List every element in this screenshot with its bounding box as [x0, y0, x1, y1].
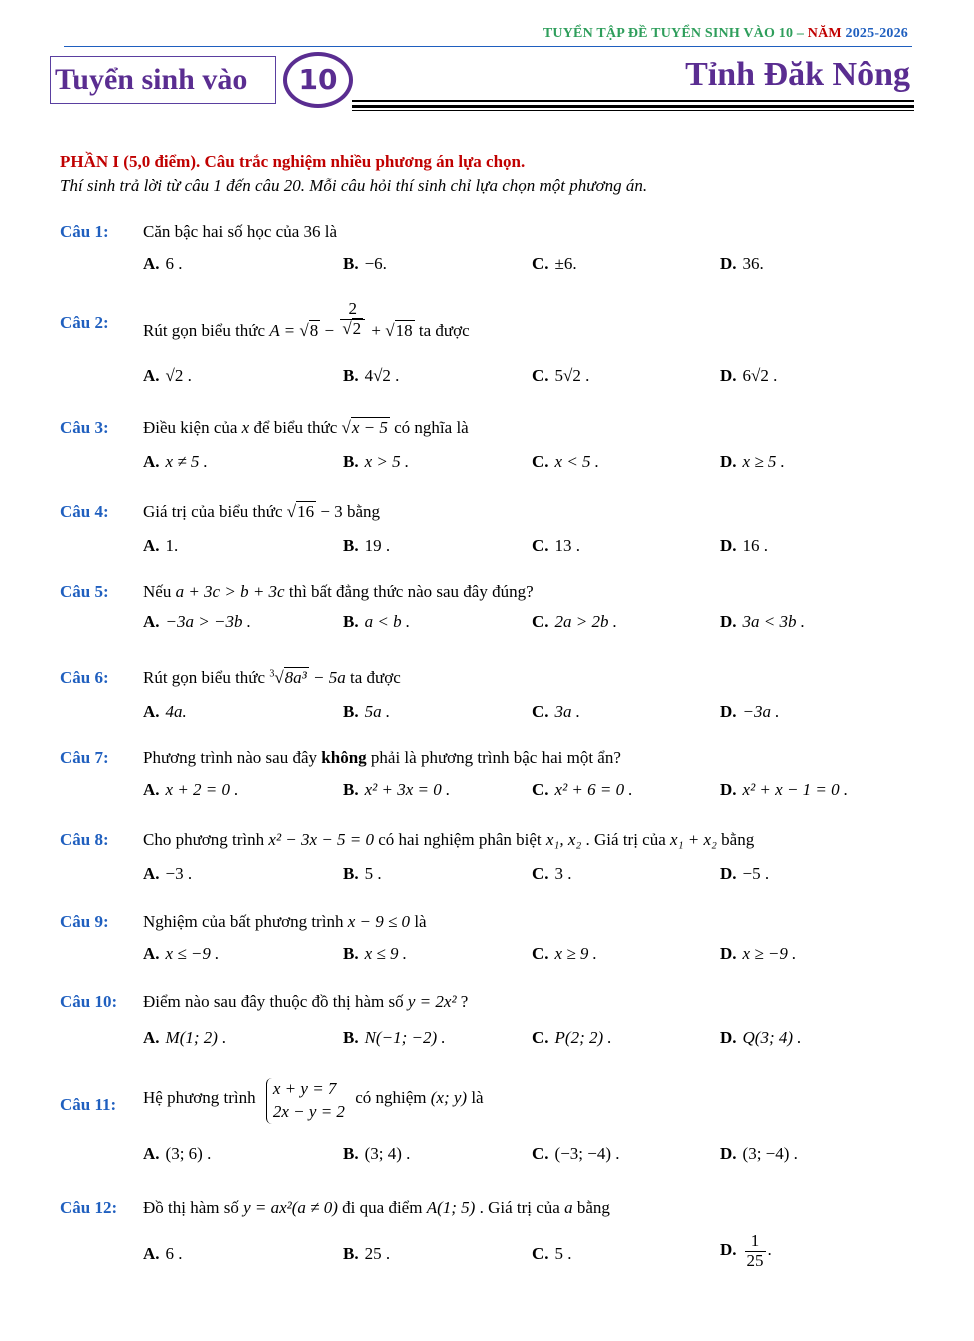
option-a[interactable] — [143, 702, 187, 722]
option-letter: D. — [720, 1144, 737, 1163]
option-d[interactable] — [720, 366, 777, 386]
header-divider — [64, 46, 912, 47]
option-letter: D. — [720, 702, 737, 721]
question-text — [143, 748, 621, 768]
option-letter: C. — [532, 780, 549, 799]
header-series — [543, 26, 908, 42]
option-b[interactable] — [343, 452, 409, 472]
question-text — [143, 582, 534, 602]
option-text: √2 . — [165, 366, 192, 385]
option-letter: B. — [343, 1144, 359, 1163]
option-text: x ≤ 9 . — [364, 944, 407, 963]
text-part: là — [410, 912, 427, 931]
option-text: (−3; −4) . — [554, 1144, 620, 1163]
option-b[interactable] — [343, 864, 382, 884]
question-label: Câu 3: — [60, 418, 109, 437]
expression: x₁, x₂ — [545, 830, 582, 849]
denominator: 2 — [352, 318, 362, 338]
dash: – — [793, 26, 808, 41]
text-part: Rút gọn biểu thức — [143, 321, 270, 341]
fraction: $\frac{2}{√2}$ — [340, 300, 365, 338]
option-a[interactable] — [143, 254, 183, 274]
option-text: 25 . — [364, 1244, 391, 1263]
option-b[interactable] — [343, 702, 390, 722]
option-b[interactable] — [343, 1028, 446, 1048]
radicand: 8a³ — [284, 668, 307, 687]
option-letter: D. — [720, 536, 737, 555]
option-text: x < 5 . — [554, 452, 600, 471]
text-part: bằng — [716, 830, 755, 849]
question-label: Câu 2: — [60, 313, 109, 332]
operator: − — [320, 321, 339, 341]
option-letter: C. — [532, 702, 549, 721]
radicand: 8 — [309, 321, 319, 341]
option-letter: C. — [532, 944, 549, 963]
option-letter: D. — [720, 366, 737, 385]
option-d[interactable] — [720, 612, 805, 632]
grade-badge: 10 — [283, 52, 353, 108]
expression: y = 2x² — [407, 992, 457, 1011]
option-letter: A. — [143, 1028, 160, 1047]
option-letter: B. — [343, 864, 359, 883]
question-label: Câu 8: — [60, 830, 109, 849]
question-label: Câu 6: — [60, 668, 109, 687]
year: 2025-2026 — [845, 26, 908, 41]
option-letter: C. — [532, 254, 549, 273]
fraction — [745, 1232, 766, 1270]
text-part: Cho phương trình — [143, 830, 269, 849]
option-text: 5a . — [364, 702, 391, 721]
option-a[interactable] — [143, 1244, 183, 1264]
option-letter: C. — [532, 612, 549, 631]
equation: x + y = 7 — [272, 1079, 337, 1098]
option-text: 3a < 3b . — [742, 612, 806, 631]
option-c[interactable] — [532, 702, 580, 722]
option-text: −3a . — [742, 702, 780, 721]
numerator: 2 — [340, 300, 365, 320]
option-text: −5 . — [742, 864, 770, 883]
option-letter: A. — [143, 612, 160, 631]
option-d[interactable] — [720, 254, 764, 274]
text-part: Đồ thị hàm số — [143, 1198, 244, 1217]
question-text — [143, 992, 468, 1012]
option-letter: B. — [343, 612, 359, 631]
option-a[interactable] — [143, 864, 192, 884]
variable: x — [241, 418, 250, 437]
variable: a — [564, 1198, 573, 1217]
question-label: Câu 4: — [60, 502, 109, 521]
option-text: (3; 6) . — [165, 1144, 212, 1163]
equation-system — [266, 1078, 345, 1124]
option-c[interactable] — [532, 612, 617, 632]
option-letter: A. — [143, 536, 160, 555]
option-text: Q(3; 4) . — [742, 1028, 802, 1047]
expression: x₁ + x₂ — [670, 830, 717, 849]
option-d[interactable] — [720, 864, 769, 884]
option-c[interactable] — [532, 536, 580, 556]
option-letter: C. — [532, 1028, 549, 1047]
option-letter: B. — [343, 452, 359, 471]
option-letter: B. — [343, 366, 359, 385]
text-part: − 3 — [316, 502, 343, 521]
question-text — [143, 1198, 610, 1218]
emphasis: không — [321, 748, 367, 767]
option-d[interactable] — [720, 1144, 798, 1164]
option-letter: D. — [720, 1028, 737, 1047]
option-text: x ≥ 9 . — [554, 944, 597, 963]
option-d[interactable] — [720, 702, 780, 722]
question-text: Rút gọn biểu thức $^3$√8a³ − 5a ta được — [143, 668, 401, 687]
option-letter: D. — [720, 254, 737, 273]
text-part: là — [467, 1087, 484, 1107]
option-b[interactable] — [343, 254, 387, 274]
text-part: Nghiệm của bất phương trình — [143, 912, 348, 931]
part-title: PHẦN I (5,0 điểm). Câu trắc nghiệm nhiều phương án lựa chọn. — [60, 152, 526, 171]
text-part: phải là phương trình bậc hai một ẩn? — [366, 748, 621, 767]
option-letter: D. — [720, 944, 737, 963]
option-b[interactable] — [343, 780, 450, 800]
option-letter: C. — [532, 1244, 549, 1263]
text-part: đi qua điểm — [337, 1198, 427, 1217]
question-text: Căn bậc hai số học của 36 là — [143, 222, 338, 241]
option-text: 3a . — [554, 702, 581, 721]
text-part: Giá trị của biểu thức — [143, 502, 287, 521]
text-part: Hệ phương trình — [143, 1087, 260, 1107]
option-c[interactable] — [532, 780, 633, 800]
option-b[interactable] — [343, 1244, 390, 1264]
title-rule — [352, 100, 914, 102]
question-label: Câu 11: — [60, 1095, 117, 1114]
title-rule-thick — [352, 105, 914, 108]
option-letter: C. — [532, 366, 549, 385]
option-text: 6 . — [165, 254, 183, 273]
option-text: M(1; 2) . — [165, 1028, 227, 1047]
text-part: thì bất đẳng thức nào sau đây đúng? — [284, 582, 534, 601]
text-part: Điều kiện của — [143, 418, 242, 437]
text-part: ta được — [414, 321, 470, 341]
title-box — [50, 56, 276, 104]
option-text: 2a > 2b . — [554, 612, 618, 631]
option-text: x² + x − 1 = 0 . — [742, 780, 849, 799]
numerator: 1 — [745, 1232, 766, 1252]
option-text: x² + 6 = 0 . — [554, 780, 633, 799]
option-a[interactable] — [143, 944, 219, 964]
expression: x² − 3x − 5 = 0 — [268, 830, 375, 849]
option-text: ±6. — [554, 254, 577, 273]
question-text — [143, 912, 427, 932]
question-label: Câu 9: — [60, 912, 109, 931]
option-text: x ≤ −9 . — [165, 944, 220, 963]
expression: y = ax²(a ≠ 0) — [243, 1198, 338, 1217]
option-text: x ≠ 5 . — [165, 452, 208, 471]
text-part: . Giá trị của — [581, 830, 671, 849]
option-c[interactable] — [532, 944, 597, 964]
option-text: (3; 4) . — [364, 1144, 411, 1163]
option-text: P(2; 2) . — [554, 1028, 612, 1047]
option-letter: D. — [720, 452, 737, 471]
option-text: a < b . — [364, 612, 411, 631]
option-c[interactable] — [532, 1028, 612, 1048]
option-letter: D. — [720, 780, 737, 799]
option-c[interactable] — [532, 254, 577, 274]
option-b[interactable] — [343, 366, 399, 386]
question-label: Câu 5: — [60, 582, 109, 601]
series-title: TUYỂN TẬP ĐỀ TUYỂN SINH VÀO 10 — [542, 26, 794, 41]
option-text: N(−1; −2) . — [364, 1028, 446, 1047]
option-letter: A. — [143, 452, 160, 471]
option-c[interactable] — [532, 864, 572, 884]
option-text: −3 . — [165, 864, 193, 883]
option-b[interactable] — [343, 1144, 410, 1164]
option-a[interactable] — [143, 366, 192, 386]
option-d[interactable] — [720, 944, 796, 964]
question-text — [143, 830, 754, 850]
expression: a + 3c > b + 3c — [175, 582, 285, 601]
option-letter: A. — [143, 1144, 160, 1163]
option-letter: D. — [720, 864, 737, 883]
option-letter: C. — [532, 1144, 549, 1163]
option-tail: . — [767, 1240, 772, 1260]
option-text: 5√2 . — [554, 366, 590, 385]
formula-lhs: A = — [269, 321, 300, 341]
option-d[interactable] — [720, 536, 768, 556]
denominator: 25 — [746, 1250, 764, 1270]
text-part: có hai nghiệm phân biệt — [374, 830, 546, 849]
option-c[interactable] — [532, 366, 589, 386]
option-letter: B. — [343, 702, 359, 721]
radicand: 16 — [297, 502, 315, 521]
text-part: Điểm nào sau đây thuộc đồ thị hàm số — [143, 992, 408, 1011]
option-text: 4a. — [165, 702, 187, 721]
option-text: x ≥ −9 . — [742, 944, 797, 963]
text-part: để biểu thức — [249, 418, 342, 437]
option-a[interactable] — [143, 1028, 226, 1048]
option-a[interactable] — [143, 536, 178, 556]
option-b[interactable] — [343, 536, 390, 556]
option-b[interactable] — [343, 612, 410, 632]
text-part: Phương trình nào sau đây — [143, 748, 322, 767]
option-letter: A. — [143, 366, 160, 385]
question-text: Rút gọn biểu thức A = √8 − $\frac{2}{√2}$ + √18 ta được — [143, 299, 470, 341]
option-text: −3a > −3b . — [165, 612, 251, 631]
option-letter: D. — [720, 612, 737, 631]
option-letter: C. — [532, 536, 549, 555]
text-part: ta được — [345, 668, 401, 687]
option-text: 16 . — [742, 536, 769, 555]
equation: 2x − y = 2 — [272, 1101, 345, 1121]
question-label: Câu 10: — [60, 992, 118, 1011]
option-letter: B. — [343, 536, 359, 555]
expression: x − 9 ≤ 0 — [347, 912, 411, 931]
option-text: 6 . — [165, 1244, 183, 1263]
option-text: 13 . — [554, 536, 581, 555]
page-title: Tuyển sinh vào — [55, 63, 248, 96]
text-part: bằng — [342, 502, 380, 521]
text-part: Rút gọn biểu thức — [143, 668, 270, 687]
expression: (x; y) — [430, 1087, 468, 1107]
text-part: . Giá trị của — [475, 1198, 565, 1217]
expression: − 5a — [308, 668, 346, 687]
text-part: có nghiệm — [350, 1087, 431, 1107]
option-text: x ≥ 5 . — [742, 452, 785, 471]
option-letter: B. — [343, 1028, 359, 1047]
question-label: Câu 12: — [60, 1198, 118, 1217]
option-letter: B. — [343, 254, 359, 273]
option-letter: A. — [143, 864, 160, 883]
year-label: NĂM — [807, 26, 842, 41]
option-letter: B. — [343, 1244, 359, 1263]
radicand: x − 5 — [351, 418, 388, 437]
province-title: Tỉnh Đăk Nông — [685, 56, 910, 93]
option-text: x + 2 = 0 . — [165, 780, 239, 799]
option-text: 36. — [742, 254, 764, 273]
option-text: (3; −4) . — [742, 1144, 798, 1163]
option-text: 6√2 . — [742, 366, 778, 385]
option-b[interactable] — [343, 944, 407, 964]
option-d[interactable] — [720, 780, 848, 800]
radicand: 18 — [395, 321, 413, 341]
option-text: x² + 3x = 0 . — [364, 780, 451, 799]
option-text: 5 . — [364, 864, 382, 883]
option-text: 19 . — [364, 536, 391, 555]
option-a[interactable] — [143, 780, 239, 800]
root-index: 3 — [269, 668, 275, 680]
option-d[interactable] — [720, 1028, 802, 1048]
option-text: x > 5 . — [364, 452, 410, 471]
option-c[interactable] — [532, 1144, 620, 1164]
text-part: Nếu — [143, 582, 176, 601]
question-text: Điều kiện của x để biểu thức √x − 5 có nghĩa là — [143, 418, 469, 437]
option-text: 4√2 . — [364, 366, 400, 385]
option-letter: A. — [143, 702, 160, 721]
option-letter: A. — [143, 780, 160, 799]
option-a[interactable] — [143, 1144, 211, 1164]
operator: + — [367, 321, 386, 341]
question-text: Giá trị của biểu thức √16 − 3 bằng — [143, 502, 380, 521]
option-text: 3 . — [554, 864, 572, 883]
option-letter: A. — [143, 1244, 160, 1263]
option-d[interactable] — [720, 452, 785, 472]
question-text — [143, 1078, 484, 1124]
title-rule-thin — [352, 110, 914, 111]
text-part: bằng — [572, 1198, 610, 1217]
option-letter: B. — [343, 944, 359, 963]
option-a[interactable] — [143, 612, 251, 632]
option-text: 5 . — [554, 1244, 572, 1263]
option-text: 1. — [165, 536, 179, 555]
option-letter: B. — [343, 780, 359, 799]
option-letter: D. — [720, 1240, 737, 1260]
text-part: ? — [456, 992, 469, 1011]
option-text: −6. — [364, 254, 387, 273]
option-c[interactable] — [532, 452, 599, 472]
expression: A(1; 5) — [426, 1198, 476, 1217]
part-instruction: Thí sinh trả lời từ câu 1 đến câu 20. Mỗi câu hỏi thí sinh chỉ lựa chọn một phương án. — [60, 176, 648, 195]
question-label: Câu 1: — [60, 222, 109, 241]
option-letter: C. — [532, 452, 549, 471]
option-c[interactable] — [532, 1244, 572, 1264]
question-label: Câu 7: — [60, 748, 109, 767]
option-letter: A. — [143, 254, 160, 273]
option-letter: A. — [143, 944, 160, 963]
option-a[interactable] — [143, 452, 208, 472]
option-d[interactable] — [720, 1232, 772, 1270]
text-part: có nghĩa là — [389, 418, 469, 437]
option-letter: C. — [532, 864, 549, 883]
